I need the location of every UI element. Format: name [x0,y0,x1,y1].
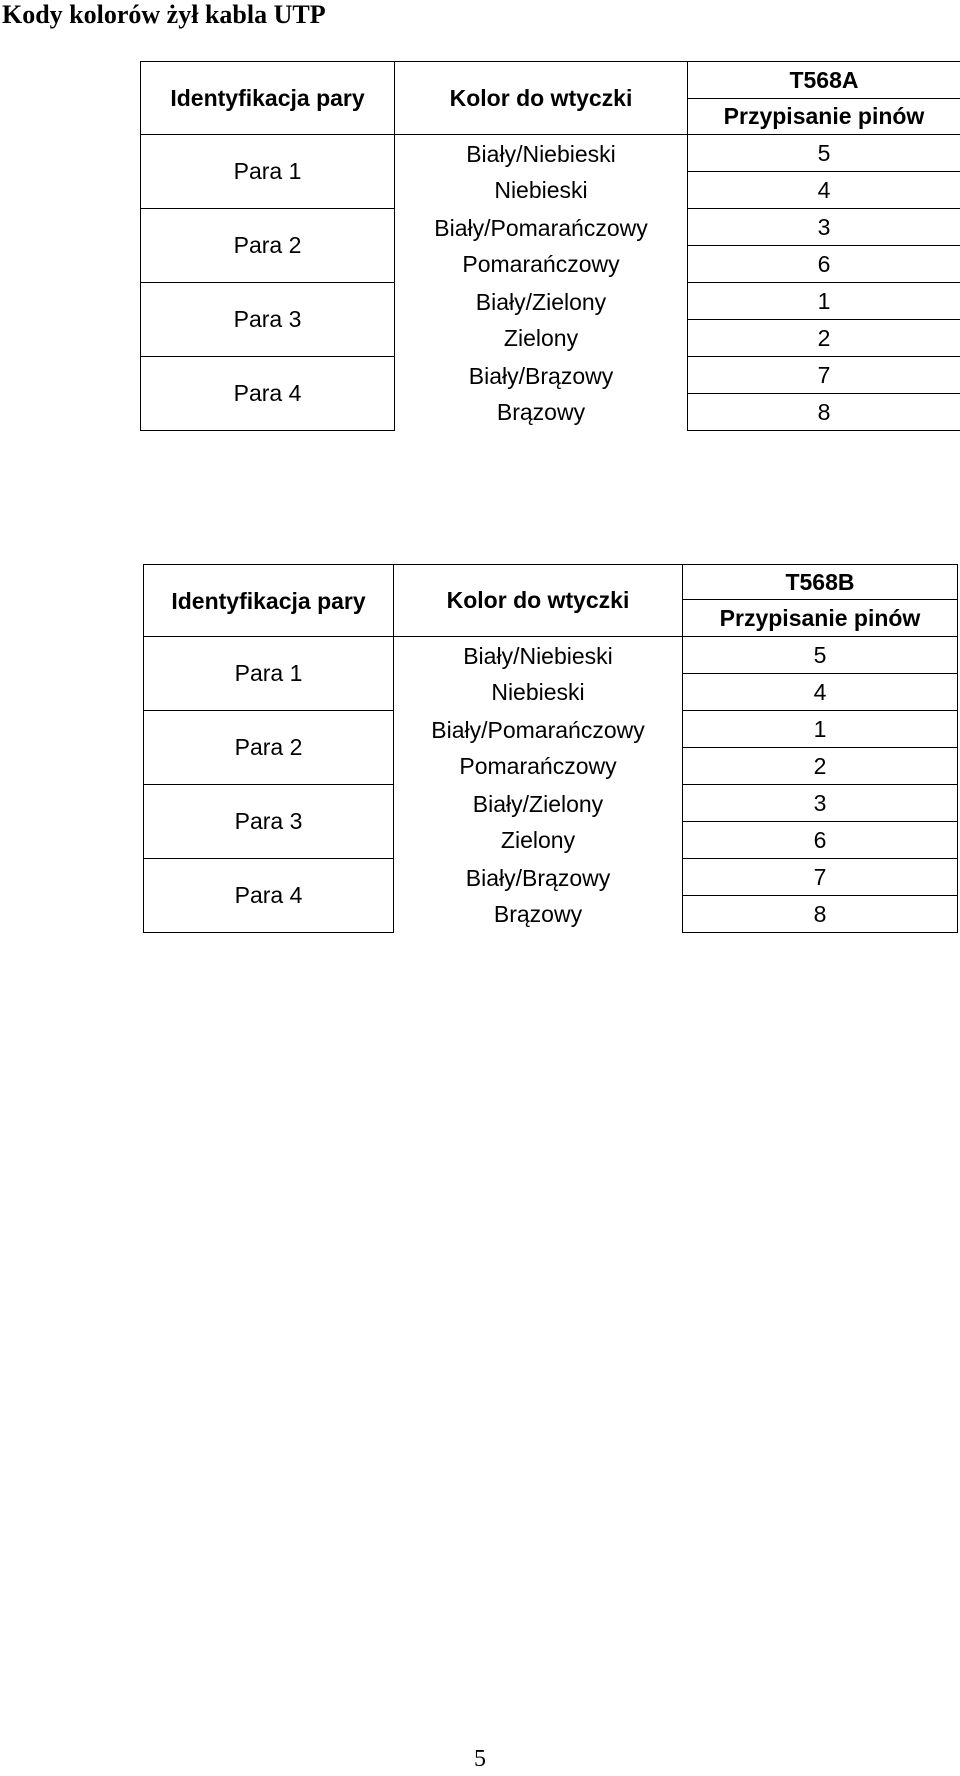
pair-label: Para 1 [141,135,395,209]
color-header: Kolor do wtyczki [395,62,688,135]
pin-number: 4 [688,172,960,209]
wire-color: Brązowy [493,900,583,927]
wire-color: Biały/Pomarańczowy [431,716,645,743]
pin-number: 8 [683,896,958,933]
wire-color: Biały/Brązowy [468,362,614,389]
wire-color: Zielony [500,826,576,853]
pin-number: 7 [683,859,958,896]
t568a-table [140,61,960,431]
pair-label: Para 2 [141,209,395,283]
wire-colors [395,209,688,283]
pin-header: Przypisanie pinów [683,600,958,637]
wire-color: Niebieski [494,176,588,203]
wire-color: Pomarańczowy [462,250,620,277]
wire-colors [394,859,683,933]
pin-number: 8 [688,394,960,431]
pair-label: Para 2 [144,711,394,785]
wire-color: Biały/Zielony [472,790,604,817]
color-header: Kolor do wtyczki [394,565,683,637]
pair-label: Para 3 [144,785,394,859]
wire-colors [394,637,683,711]
document-title: Kody kolorów żył kabla UTP [2,0,326,29]
pair-id-header: Identyfikacja pary [144,565,394,637]
pin-number: 6 [683,822,958,859]
wire-color: Biały/Niebieski [463,642,613,669]
wire-color: Zielony [503,324,579,351]
pair-label: Para 3 [141,283,395,357]
pin-number: 4 [683,674,958,711]
wire-color: Biały/Brązowy [465,864,611,891]
wire-color: Biały/Pomarańczowy [434,214,648,241]
wire-colors [394,711,683,785]
pin-number: 1 [683,711,958,748]
pin-number: 5 [688,135,960,172]
pin-number: 3 [688,209,960,246]
pin-number: 6 [688,246,960,283]
page-number: 5 [474,1746,486,1772]
wire-colors [395,283,688,357]
wire-color: Biały/Zielony [475,288,607,315]
pair-label: Para 4 [141,357,395,431]
standard-header: T568B [683,565,958,600]
wire-color: Biały/Niebieski [466,140,616,167]
wire-color: Niebieski [491,678,585,705]
standard-header: T568A [688,62,960,99]
wire-colors [394,785,683,859]
wire-colors [395,135,688,209]
wire-color: Pomarańczowy [459,752,617,779]
pin-number: 5 [683,637,958,674]
t568b-table [143,564,958,933]
pin-number: 3 [683,785,958,822]
wire-colors [395,357,688,431]
pin-header: Przypisanie pinów [688,99,960,135]
pin-number: 2 [683,748,958,785]
pair-label: Para 4 [144,859,394,933]
pin-number: 1 [688,283,960,320]
pin-number: 2 [688,320,960,357]
pair-label: Para 1 [144,637,394,711]
pin-number: 7 [688,357,960,394]
wire-color: Brązowy [496,398,586,425]
pair-id-header: Identyfikacja pary [141,62,395,135]
